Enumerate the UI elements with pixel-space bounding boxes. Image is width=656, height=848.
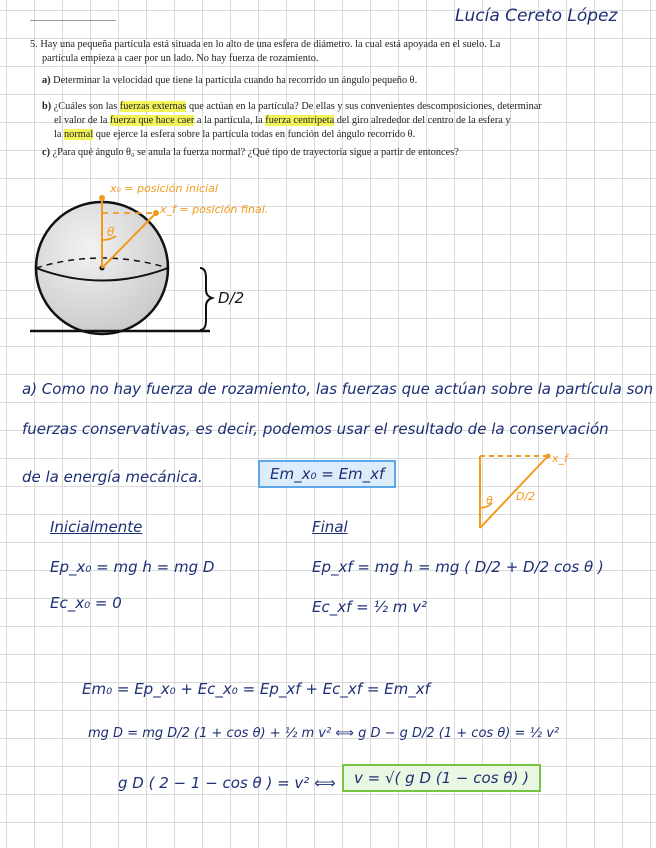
highlight-fuerza-caer: fuerza que hace caer [110,115,195,126]
ec-final: Ec_xf = ½ m v² [312,598,428,616]
problem-number: 5. [30,39,38,50]
energy-equation-2: mg D = mg D/2 (1 + cos θ) + ½ m v² ⟺ g D − g D/2 (1 + cos θ) = ½ v² [88,726,560,741]
author-name: Lucía Cereto López [455,6,618,26]
solution-line-2: fuerzas conservativas, es decir, podemos usar el resultado de la conservación [22,420,609,438]
problem-statement [30,38,630,66]
final-title: Final [312,518,348,536]
question-a-label: a) [42,75,51,86]
label-d-half: D/2 [218,289,245,307]
question-c-text: ¿Para qué ángulo θ₀ se anula la fuerza normal? ¿Qué tipo de trayectoria sigue a partir de entonces? [52,147,459,158]
ep-final: Ep_xf = mg h = mg ( D/2 + D/2 cos θ ) [312,558,604,576]
particle-initial [99,195,105,201]
header-rule [30,20,116,21]
ec-initial: Ec_x₀ = 0 [50,594,122,612]
question-c-label: c) [42,147,50,158]
particle-final [153,210,159,216]
solution-line-3: de la energía mecánica. [22,468,203,486]
statement-text-2: partícula empieza a caer por un lado. No hay fuerza de rozamiento. [42,53,319,64]
highlight-fuerza-centripeta: fuerza centrípeta [265,115,335,126]
statement-line-1 [30,38,630,52]
statement-text-1: Hay una pequeña partícula está situada en lo alto de una esfera de diámetro. la cual está apoyada en el suelo. La [40,39,501,50]
triangle-label-theta: θ [486,494,493,507]
energy-equation-3: g D ( 2 − 1 − cos θ ) = v² ⟺ [118,774,336,792]
question-b-label: b) [42,101,52,112]
label-xf: x_f = posición final. [160,203,269,216]
energy-equality-box: Em_x₀ = Em_xf [258,460,396,488]
qb-l3-pre: la [54,129,65,140]
half-diameter-brace [200,268,212,330]
sphere-diagram [0,168,330,338]
small-triangle [470,448,580,538]
qb-l3-post: que ejerce la esfera sobre la partícula todas en función del ángulo recorrido θ. [93,129,416,140]
highlight-fuerzas-externas: fuerzas externas [119,101,187,112]
question-c [42,146,632,160]
triangle-xf-point [546,454,551,459]
label-theta: θ [107,225,115,239]
question-a [42,74,632,88]
energy-equation: Em₀ = Ep_x₀ + Ec_x₀ = Ep_xf + Ec_xf = Em_xf [82,680,430,698]
initial-title: Inicialmente [50,518,143,536]
qb-l2-post: del giro alrededor del centro de la esfera y [334,115,511,126]
velocity-result-box: v = √( g D (1 − cos θ) ) [342,764,541,792]
triangle-label-xf: x_f [552,452,568,465]
triangle-label-dhalf: D/2 [516,490,536,503]
qb-l2-pre: el valor de la [54,115,111,126]
qb-l1-pre: ¿Cuáles son las [53,101,120,112]
qb-l1-post: que actúan en la partícula? De ellas y sus convenientes descomposiciones, determinar [186,101,542,112]
qb-l2-mid: a la partícula, la [194,115,266,126]
ep-initial: Ep_x₀ = mg h = mg D [50,558,215,576]
highlight-normal: normal [64,129,94,140]
question-b [42,100,642,142]
label-x0: x₀ = posición inicial [110,182,218,195]
solution-line-1: a) Como no hay fuerza de rozamiento, las fuerzas que actúan sobre la partícula son [22,380,654,398]
triangle-hypotenuse [480,456,548,528]
question-a-text: Determinar la velocidad que tiene la partícula cuando ha recorrido un ángulo pequeño θ. [53,75,418,86]
